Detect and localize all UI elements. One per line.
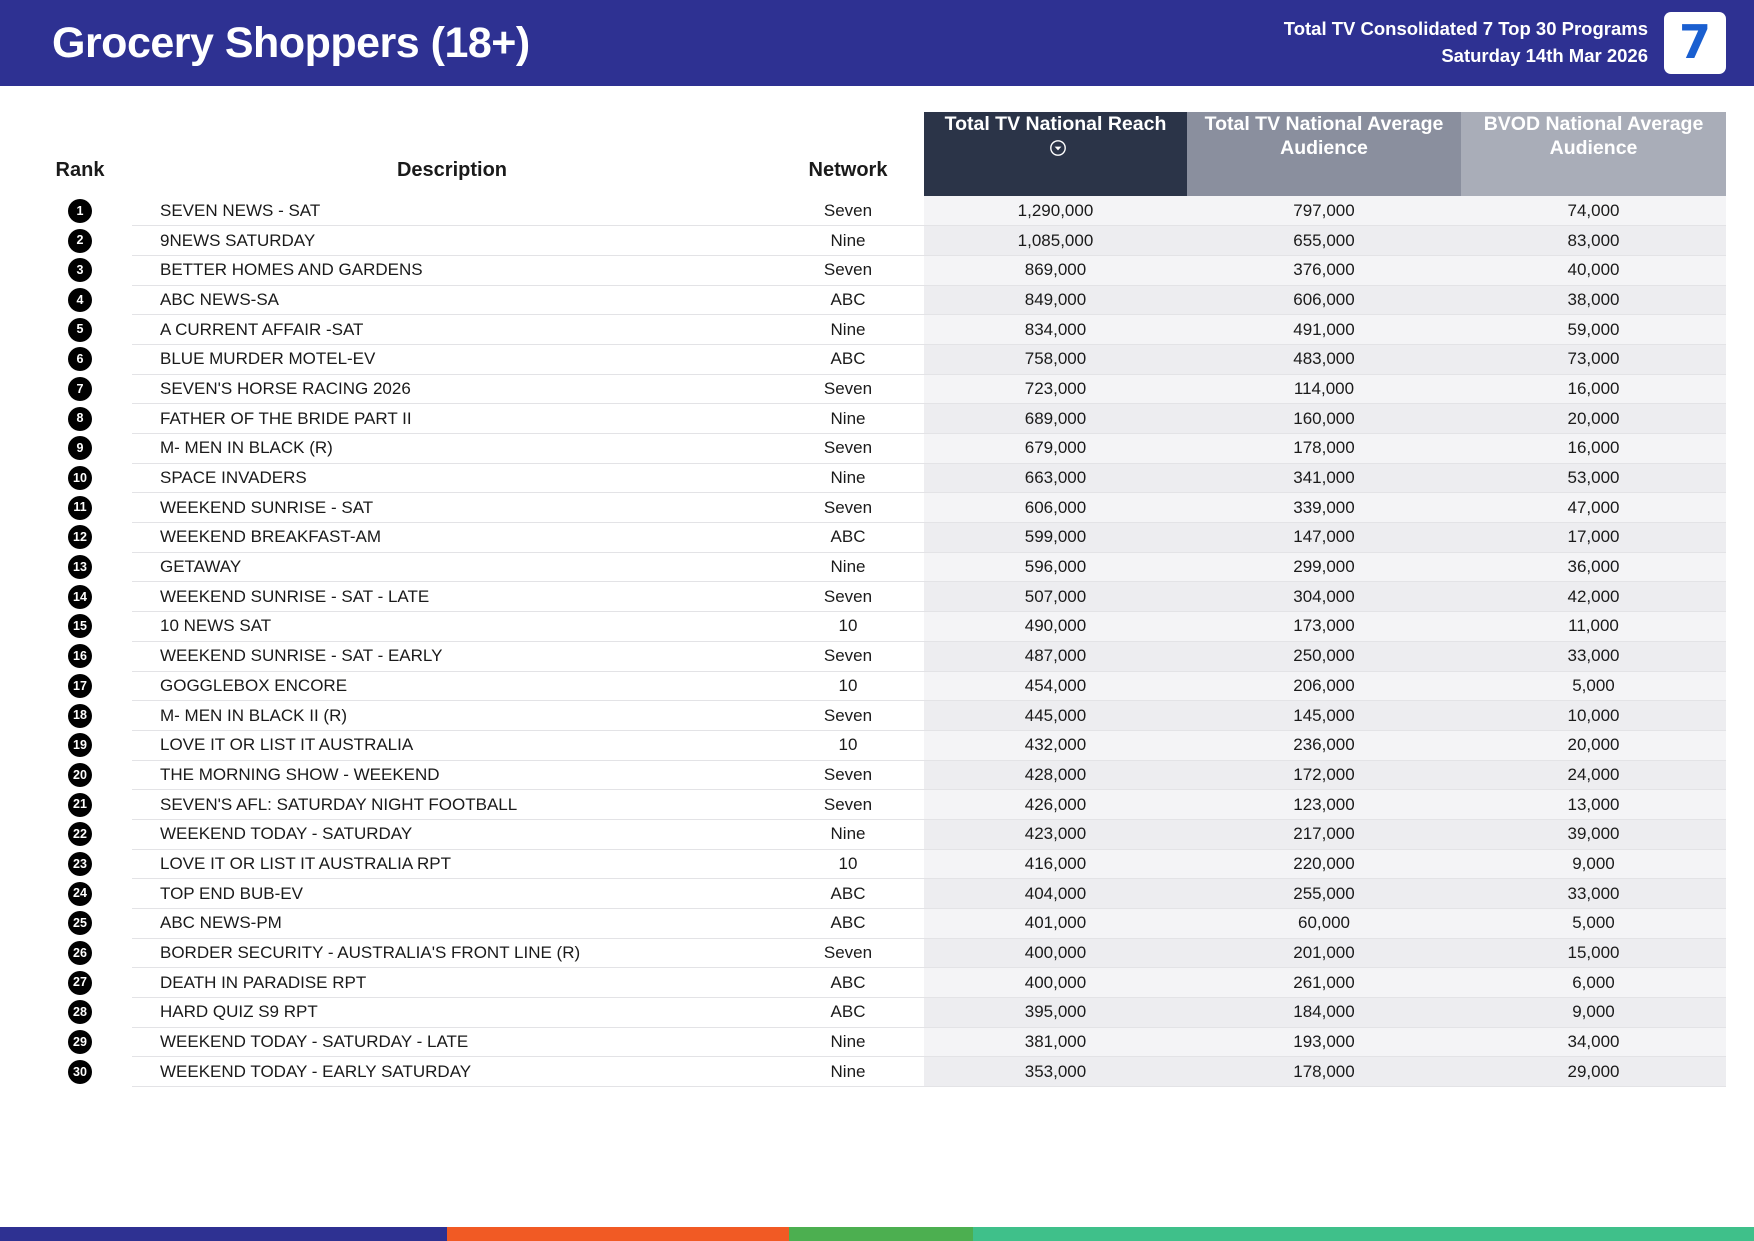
bvod-avg-value: 16,000 xyxy=(1461,434,1726,464)
rank-cell xyxy=(28,315,132,345)
bvod-avg-value: 40,000 xyxy=(1461,255,1726,285)
program-description: 10 NEWS SAT xyxy=(132,612,772,642)
program-description: GETAWAY xyxy=(132,552,772,582)
table-container xyxy=(0,86,1754,1087)
rank-badge: 19 xyxy=(68,733,92,757)
network-name: Seven xyxy=(772,582,924,612)
rank-badge: 20 xyxy=(68,763,92,787)
program-description: SEVEN'S AFL: SATURDAY NIGHT FOOTBALL xyxy=(132,790,772,820)
table-row xyxy=(28,463,1726,493)
network-name: Nine xyxy=(772,226,924,256)
program-description: WEEKEND TODAY - SATURDAY xyxy=(132,819,772,849)
table-row xyxy=(28,196,1726,226)
table-row xyxy=(28,790,1726,820)
network-name: Nine xyxy=(772,819,924,849)
table-row xyxy=(28,374,1726,404)
rank-badge: 11 xyxy=(68,496,92,520)
rank-badge: 1 xyxy=(68,199,92,223)
bvod-avg-value: 9,000 xyxy=(1461,998,1726,1028)
total-tv-reach-value: 689,000 xyxy=(924,404,1187,434)
table-row xyxy=(28,582,1726,612)
page-title: Grocery Shoppers (18+) xyxy=(52,18,530,67)
total-tv-reach-value: 428,000 xyxy=(924,760,1187,790)
network-name: ABC xyxy=(772,968,924,998)
header-right-group xyxy=(1284,12,1726,74)
program-description: FATHER OF THE BRIDE PART II xyxy=(132,404,772,434)
table-row xyxy=(28,938,1726,968)
network-name: ABC xyxy=(772,879,924,909)
bvod-avg-value: 6,000 xyxy=(1461,968,1726,998)
bvod-avg-value: 29,000 xyxy=(1461,1057,1726,1087)
total-tv-avg-value: 178,000 xyxy=(1187,434,1461,464)
network-name: Seven xyxy=(772,255,924,285)
table-row xyxy=(28,701,1726,731)
program-description: BLUE MURDER MOTEL-EV xyxy=(132,344,772,374)
network-name: Seven xyxy=(772,374,924,404)
total-tv-avg-value: 483,000 xyxy=(1187,344,1461,374)
network-name: ABC xyxy=(772,998,924,1028)
bvod-avg-value: 39,000 xyxy=(1461,819,1726,849)
total-tv-avg-value: 491,000 xyxy=(1187,315,1461,345)
table-row xyxy=(28,404,1726,434)
total-tv-reach-value: 1,290,000 xyxy=(924,196,1187,226)
rank-cell xyxy=(28,552,132,582)
network-name: ABC xyxy=(772,285,924,315)
table-row xyxy=(28,552,1726,582)
total-tv-avg-value: 655,000 xyxy=(1187,226,1461,256)
network-name: Seven xyxy=(772,701,924,731)
total-tv-avg-value: 60,000 xyxy=(1187,909,1461,939)
total-tv-avg-value: 172,000 xyxy=(1187,760,1461,790)
bvod-avg-value: 20,000 xyxy=(1461,404,1726,434)
network-name: Nine xyxy=(772,1027,924,1057)
total-tv-reach-value: 400,000 xyxy=(924,938,1187,968)
bvod-avg-value: 5,000 xyxy=(1461,909,1726,939)
program-description: LOVE IT OR LIST IT AUSTRALIA xyxy=(132,730,772,760)
footer-segment-2 xyxy=(447,1227,789,1241)
total-tv-avg-value: 606,000 xyxy=(1187,285,1461,315)
network-name: Nine xyxy=(772,463,924,493)
total-tv-reach-value: 596,000 xyxy=(924,552,1187,582)
network-name: Seven xyxy=(772,938,924,968)
total-tv-reach-value: 1,085,000 xyxy=(924,226,1187,256)
program-description: GOGGLEBOX ENCORE xyxy=(132,671,772,701)
program-description: LOVE IT OR LIST IT AUSTRALIA RPT xyxy=(132,849,772,879)
total-tv-avg-value: 255,000 xyxy=(1187,879,1461,909)
total-tv-avg-value: 178,000 xyxy=(1187,1057,1461,1087)
sort-descending-icon[interactable] xyxy=(1050,138,1066,162)
total-tv-reach-value: 423,000 xyxy=(924,819,1187,849)
bvod-avg-value: 11,000 xyxy=(1461,612,1726,642)
table-row xyxy=(28,909,1726,939)
rank-cell xyxy=(28,1057,132,1087)
rank-badge: 4 xyxy=(68,288,92,312)
bvod-avg-value: 33,000 xyxy=(1461,879,1726,909)
rank-badge: 22 xyxy=(68,822,92,846)
total-tv-avg-value: 341,000 xyxy=(1187,463,1461,493)
rank-badge: 5 xyxy=(68,318,92,342)
total-tv-reach-value: 404,000 xyxy=(924,879,1187,909)
rank-cell xyxy=(28,374,132,404)
total-tv-reach-value: 487,000 xyxy=(924,641,1187,671)
table-row xyxy=(28,1057,1726,1087)
rank-cell xyxy=(28,938,132,968)
rank-cell xyxy=(28,404,132,434)
network-name: Nine xyxy=(772,1057,924,1087)
rank-badge: 8 xyxy=(68,407,92,431)
table-row xyxy=(28,315,1726,345)
rank-badge: 7 xyxy=(68,377,92,401)
rank-cell xyxy=(28,998,132,1028)
table-row xyxy=(28,998,1726,1028)
column-header-total-tv-avg[interactable]: Total TV National Average Audience xyxy=(1187,112,1461,196)
rank-badge: 10 xyxy=(68,466,92,490)
logo-label: 7 xyxy=(1678,15,1711,69)
total-tv-avg-value: 184,000 xyxy=(1187,998,1461,1028)
total-tv-avg-value: 339,000 xyxy=(1187,493,1461,523)
network-name: 10 xyxy=(772,849,924,879)
total-tv-avg-value: 206,000 xyxy=(1187,671,1461,701)
table-row xyxy=(28,730,1726,760)
total-tv-reach-value: 758,000 xyxy=(924,344,1187,374)
total-tv-avg-value: 250,000 xyxy=(1187,641,1461,671)
rank-badge: 6 xyxy=(68,347,92,371)
rank-badge: 26 xyxy=(68,941,92,965)
rank-cell xyxy=(28,612,132,642)
rank-cell xyxy=(28,968,132,998)
total-tv-avg-value: 114,000 xyxy=(1187,374,1461,404)
total-tv-reach-value: 663,000 xyxy=(924,463,1187,493)
rank-badge: 21 xyxy=(68,793,92,817)
total-tv-avg-value: 147,000 xyxy=(1187,523,1461,553)
total-tv-avg-value: 173,000 xyxy=(1187,612,1461,642)
program-description: A CURRENT AFFAIR -SAT xyxy=(132,315,772,345)
rank-cell xyxy=(28,760,132,790)
rank-badge: 9 xyxy=(68,436,92,460)
program-description: SEVEN'S HORSE RACING 2026 xyxy=(132,374,772,404)
rank-cell xyxy=(28,285,132,315)
rank-cell xyxy=(28,879,132,909)
bvod-avg-value: 73,000 xyxy=(1461,344,1726,374)
program-description: WEEKEND TODAY - EARLY SATURDAY xyxy=(132,1057,772,1087)
network-name: ABC xyxy=(772,523,924,553)
rank-badge: 30 xyxy=(68,1060,92,1084)
program-description: WEEKEND BREAKFAST-AM xyxy=(132,523,772,553)
program-description: M- MEN IN BLACK II (R) xyxy=(132,701,772,731)
program-description: WEEKEND SUNRISE - SAT - LATE xyxy=(132,582,772,612)
rank-badge: 25 xyxy=(68,911,92,935)
table-row xyxy=(28,226,1726,256)
table-row xyxy=(28,612,1726,642)
report-subtitle: Total TV Consolidated 7 Top 30 Programs xyxy=(1283,18,1648,40)
table-row xyxy=(28,849,1726,879)
bvod-avg-value: 5,000 xyxy=(1461,671,1726,701)
header-spacer xyxy=(1187,86,1461,112)
table-row xyxy=(28,641,1726,671)
total-tv-reach-value: 454,000 xyxy=(924,671,1187,701)
rank-cell xyxy=(28,226,132,256)
bvod-avg-value: 13,000 xyxy=(1461,790,1726,820)
rank-cell xyxy=(28,790,132,820)
network-name: Seven xyxy=(772,493,924,523)
bvod-avg-value: 74,000 xyxy=(1461,196,1726,226)
table-body xyxy=(28,196,1726,1087)
total-tv-avg-value: 220,000 xyxy=(1187,849,1461,879)
total-tv-reach-value: 507,000 xyxy=(924,582,1187,612)
rank-badge: 27 xyxy=(68,971,92,995)
program-description: ABC NEWS-SA xyxy=(132,285,772,315)
total-tv-reach-value: 432,000 xyxy=(924,730,1187,760)
program-description: WEEKEND SUNRISE - SAT xyxy=(132,493,772,523)
rank-cell xyxy=(28,671,132,701)
network-name: 10 xyxy=(772,612,924,642)
rank-badge: 28 xyxy=(68,1000,92,1024)
bvod-avg-value: 83,000 xyxy=(1461,226,1726,256)
column-header-total-tv-avg-cell xyxy=(1187,86,1461,196)
total-tv-reach-value: 381,000 xyxy=(924,1027,1187,1057)
total-tv-reach-value: 353,000 xyxy=(924,1057,1187,1087)
network-name: Seven xyxy=(772,641,924,671)
bvod-avg-value: 9,000 xyxy=(1461,849,1726,879)
total-tv-reach-value: 400,000 xyxy=(924,968,1187,998)
total-tv-reach-value: 723,000 xyxy=(924,374,1187,404)
network-name: Nine xyxy=(772,552,924,582)
rank-cell xyxy=(28,463,132,493)
bvod-avg-value: 59,000 xyxy=(1461,315,1726,345)
program-description: BETTER HOMES AND GARDENS xyxy=(132,255,772,285)
network-name: Seven xyxy=(772,196,924,226)
network-name: Nine xyxy=(772,315,924,345)
footer-segment-3 xyxy=(789,1227,973,1241)
rank-badge: 23 xyxy=(68,852,92,876)
bvod-avg-value: 34,000 xyxy=(1461,1027,1726,1057)
total-tv-avg-value: 304,000 xyxy=(1187,582,1461,612)
total-tv-reach-value: 426,000 xyxy=(924,790,1187,820)
program-description: DEATH IN PARADISE RPT xyxy=(132,968,772,998)
program-description: TOP END BUB-EV xyxy=(132,879,772,909)
table-row xyxy=(28,879,1726,909)
programs-table xyxy=(28,86,1726,1087)
total-tv-avg-value: 145,000 xyxy=(1187,701,1461,731)
rank-cell xyxy=(28,701,132,731)
program-description: WEEKEND SUNRISE - SAT - EARLY xyxy=(132,641,772,671)
total-tv-reach-value: 606,000 xyxy=(924,493,1187,523)
bvod-avg-value: 42,000 xyxy=(1461,582,1726,612)
network-name: Seven xyxy=(772,760,924,790)
column-header-bvod-avg[interactable]: BVOD National Average Audience xyxy=(1461,112,1726,196)
program-description: WEEKEND TODAY - SATURDAY - LATE xyxy=(132,1027,772,1057)
table-row xyxy=(28,285,1726,315)
network-name: ABC xyxy=(772,344,924,374)
rank-badge: 15 xyxy=(68,614,92,638)
network-name: 10 xyxy=(772,671,924,701)
header-meta xyxy=(1284,16,1648,70)
total-tv-reach-value: 416,000 xyxy=(924,849,1187,879)
column-header-total-tv-reach-cell xyxy=(924,86,1187,196)
program-description: THE MORNING SHOW - WEEKEND xyxy=(132,760,772,790)
total-tv-avg-value: 261,000 xyxy=(1187,968,1461,998)
column-header-bvod-avg-cell xyxy=(1461,86,1726,196)
table-row xyxy=(28,493,1726,523)
rank-cell xyxy=(28,344,132,374)
total-tv-reach-value: 401,000 xyxy=(924,909,1187,939)
table-header xyxy=(28,86,1726,196)
page-header xyxy=(0,0,1754,86)
program-description: M- MEN IN BLACK (R) xyxy=(132,434,772,464)
table-row xyxy=(28,819,1726,849)
seven-network-logo xyxy=(1664,12,1726,74)
rank-badge: 2 xyxy=(68,229,92,253)
total-tv-avg-value: 376,000 xyxy=(1187,255,1461,285)
total-tv-avg-value: 193,000 xyxy=(1187,1027,1461,1057)
bvod-avg-value: 38,000 xyxy=(1461,285,1726,315)
rank-badge: 3 xyxy=(68,258,92,282)
bvod-avg-value: 15,000 xyxy=(1461,938,1726,968)
total-tv-avg-value: 201,000 xyxy=(1187,938,1461,968)
bvod-avg-value: 17,000 xyxy=(1461,523,1726,553)
table-row xyxy=(28,760,1726,790)
rank-badge: 12 xyxy=(68,525,92,549)
header-spacer xyxy=(924,86,1187,112)
column-header-total-tv-reach-label: Total TV National Reach xyxy=(944,113,1167,135)
total-tv-avg-value: 217,000 xyxy=(1187,819,1461,849)
rank-badge: 16 xyxy=(68,644,92,668)
bvod-avg-value: 10,000 xyxy=(1461,701,1726,731)
bvod-avg-value: 24,000 xyxy=(1461,760,1726,790)
rank-cell xyxy=(28,909,132,939)
header-spacer xyxy=(1461,86,1726,112)
total-tv-reach-value: 490,000 xyxy=(924,612,1187,642)
total-tv-avg-value: 160,000 xyxy=(1187,404,1461,434)
table-row xyxy=(28,968,1726,998)
total-tv-reach-value: 849,000 xyxy=(924,285,1187,315)
rank-cell xyxy=(28,641,132,671)
footer-segment-1 xyxy=(0,1227,447,1241)
total-tv-avg-value: 797,000 xyxy=(1187,196,1461,226)
bvod-avg-value: 53,000 xyxy=(1461,463,1726,493)
report-date: Saturday 14th Mar 2026 xyxy=(1441,45,1648,66)
rank-cell xyxy=(28,849,132,879)
rank-cell xyxy=(28,434,132,464)
rank-cell xyxy=(28,1027,132,1057)
program-description: SEVEN NEWS - SAT xyxy=(132,196,772,226)
footer-segment-4 xyxy=(973,1227,1754,1241)
total-tv-reach-value: 869,000 xyxy=(924,255,1187,285)
program-description: BORDER SECURITY - AUSTRALIA'S FRONT LINE (R) xyxy=(132,938,772,968)
bvod-avg-value: 47,000 xyxy=(1461,493,1726,523)
column-header-total-tv-reach[interactable] xyxy=(924,112,1187,196)
total-tv-reach-value: 445,000 xyxy=(924,701,1187,731)
rank-cell xyxy=(28,730,132,760)
rank-badge: 13 xyxy=(68,555,92,579)
column-header-network[interactable]: Network xyxy=(808,159,888,181)
bvod-avg-value: 36,000 xyxy=(1461,552,1726,582)
network-name: ABC xyxy=(772,909,924,939)
column-header-rank[interactable]: Rank xyxy=(55,159,105,181)
rank-badge: 14 xyxy=(68,585,92,609)
program-description: SPACE INVADERS xyxy=(132,463,772,493)
table-row xyxy=(28,671,1726,701)
rank-cell xyxy=(28,196,132,226)
total-tv-avg-value: 236,000 xyxy=(1187,730,1461,760)
bvod-avg-value: 20,000 xyxy=(1461,730,1726,760)
rank-badge: 24 xyxy=(68,882,92,906)
footer-color-bar xyxy=(0,1227,1754,1241)
total-tv-reach-value: 395,000 xyxy=(924,998,1187,1028)
network-name: Nine xyxy=(772,404,924,434)
total-tv-reach-value: 834,000 xyxy=(924,315,1187,345)
network-name: Seven xyxy=(772,790,924,820)
table-row xyxy=(28,344,1726,374)
rank-cell xyxy=(28,255,132,285)
total-tv-reach-value: 679,000 xyxy=(924,434,1187,464)
table-row xyxy=(28,523,1726,553)
total-tv-avg-value: 123,000 xyxy=(1187,790,1461,820)
total-tv-reach-value: 599,000 xyxy=(924,523,1187,553)
table-row xyxy=(28,255,1726,285)
rank-cell xyxy=(28,582,132,612)
bvod-avg-value: 33,000 xyxy=(1461,641,1726,671)
program-description: ABC NEWS-PM xyxy=(132,909,772,939)
bvod-avg-value: 16,000 xyxy=(1461,374,1726,404)
rank-cell xyxy=(28,493,132,523)
network-name: 10 xyxy=(772,730,924,760)
column-header-description[interactable]: Description xyxy=(396,159,508,181)
rank-badge: 17 xyxy=(68,674,92,698)
rank-cell xyxy=(28,819,132,849)
rank-badge: 29 xyxy=(68,1030,92,1054)
table-row xyxy=(28,434,1726,464)
network-name: Seven xyxy=(772,434,924,464)
table-row xyxy=(28,1027,1726,1057)
rank-cell xyxy=(28,523,132,553)
program-description: HARD QUIZ S9 RPT xyxy=(132,998,772,1028)
program-description: 9NEWS SATURDAY xyxy=(132,226,772,256)
rank-badge: 18 xyxy=(68,704,92,728)
total-tv-avg-value: 299,000 xyxy=(1187,552,1461,582)
